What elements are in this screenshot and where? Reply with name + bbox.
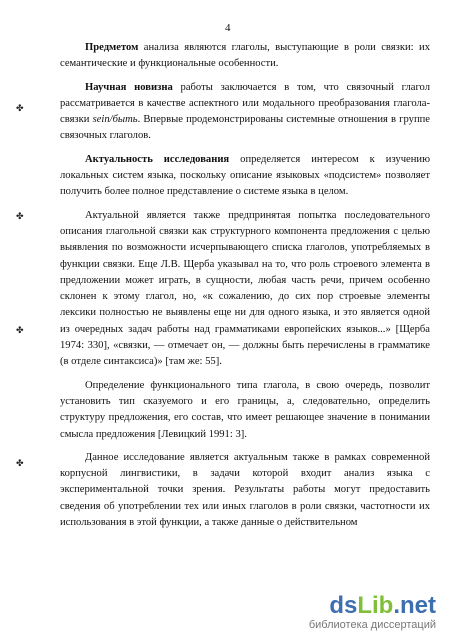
paragraph-text: . Впервые продемонстрированы системные отношения в группе связочных глаголов. [60, 114, 431, 142]
paragraph-text: работы заключается в том, что связочный глагол рассматривается в качестве аспектного или модального преобразования глагола-связки [60, 81, 430, 126]
paragraph-definition: Определение функционального типа глагола, в свою очередь, позволит установить тип сказуемого и его границы, а, следовательно, определить структуру предложения, его состав, что имеет решающее значение в понимании смысла предложения [Левицкий 1991: 3]. [60, 379, 430, 440]
paragraph-corpus: Данное исследование является актуальным также в рамках современной корпусной лингвистики, в задачи которой входит анализ языка с экспериментальной точки зрения. Результаты работы могут предоставить сведения об употреблении тех или иных глаголов в роли связки, частотности их использования в этой функции, а также данные о действительном [60, 451, 430, 529]
logo-part: ds [329, 592, 358, 619]
paragraph-text: определяется интересом к изучению локальных систем языка, поскольку описание языковых «подсистем» позволяет получить более полное представление о системе языка в целом. [60, 153, 430, 198]
margin-mark: ✤ [16, 211, 24, 221]
paragraph-text: анализа являются глаголы, выступающие в роли связки: их семантические и функциональные особенности. [60, 42, 430, 70]
logo-part: .net [393, 592, 436, 619]
paragraph-description: Актуальной является также предпринятая попытка последовательного описания глагольной связки как структурного компонента предложения с целью выявления по возможности исчерпывающего списка глаголов, употребляемых в функции связки. Еще Л.В. Щерба указывал на то, что роль строевого элемента в предложении может играть, в сущности, любая часть речи, причем особенно склонен к этому глагол, но, «к сожалению, до сих пор строевые элементы лексики полностью не выявлены еще ни для одного языка, и это является одной из очередных задач работы над грамматиками европейских языков...» [Щерба 1974: 330], «связки, — отмечает он, — должны быть перечислены в грамматике (в отделе синтаксиса)» [там же: 55]. [60, 209, 430, 368]
watermark-logo [309, 594, 436, 618]
margin-mark: ✤ [16, 458, 24, 468]
document-body [60, 40, 430, 531]
term-novelty: Научная новизна [85, 81, 173, 93]
logo-part: Lib [357, 592, 394, 619]
margin-mark: ✤ [16, 325, 24, 335]
paragraph-relevance [60, 152, 430, 201]
paragraph-subject [60, 40, 430, 73]
term-subject: Предметом [85, 42, 139, 53]
paragraph-novelty [60, 80, 430, 145]
margin-mark: ✤ [16, 103, 24, 113]
term-relevance: Актуальность исследования [85, 153, 230, 165]
page-number: 4 [225, 22, 231, 34]
watermark-subtitle: библиотека диссертаций [308, 619, 436, 631]
italic-term: sein/быть [92, 114, 138, 126]
watermark [309, 594, 436, 631]
